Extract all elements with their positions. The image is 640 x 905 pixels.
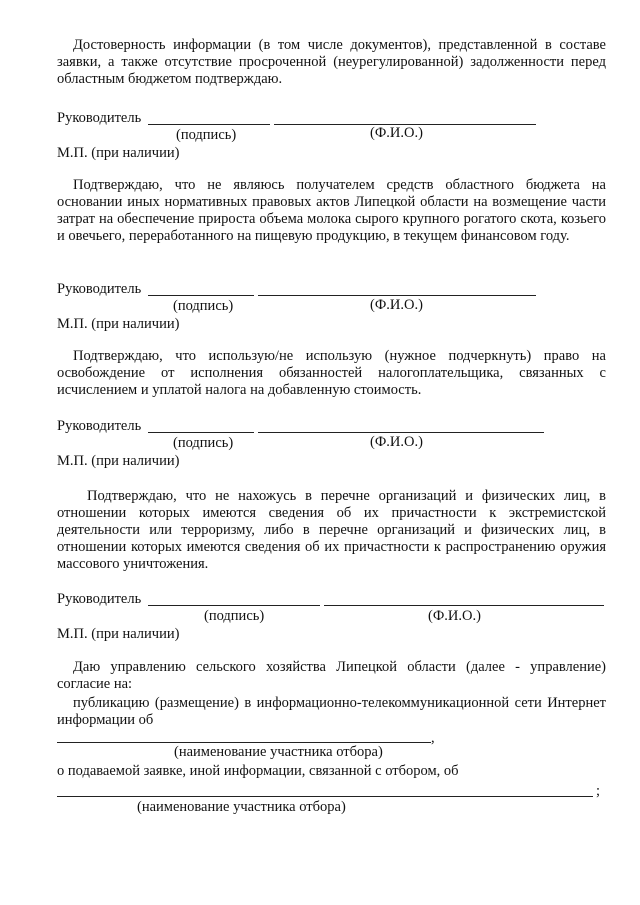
stamp-label: М.П. (при наличии) — [57, 316, 180, 332]
head-label: Руководитель — [57, 418, 142, 434]
signature-caption: (подпись) — [204, 608, 265, 624]
fio-line[interactable] — [258, 295, 536, 296]
head-label: Руководитель — [57, 281, 142, 297]
participant-caption: (наименование участника отбора) — [174, 744, 383, 760]
consent-publication: публикацию (размещение) в информационно-телекоммуникационной сети Интернет информации об — [57, 695, 606, 728]
fio-caption: (Ф.И.О.) — [370, 125, 423, 141]
signature-caption: (подпись) — [173, 435, 234, 451]
stamp-label: М.П. (при наличии) — [57, 626, 180, 642]
signature-caption: (подпись) — [176, 127, 237, 143]
paragraph-extremism: Подтверждаю, что не нахожусь в перечне организаций и физических лиц, в отношении которых имеются сведения об их причастности к экстремистской деятельности или терроризму, либо в перечне организаций и физических лиц, в отношении которых имеются сведения об их причастности к распространению оружия массового уничтожения. — [57, 488, 606, 572]
fio-line[interactable] — [324, 605, 604, 606]
participant-name-line-2[interactable] — [57, 796, 593, 797]
paragraph-not-recipient: Подтверждаю, что не являюсь получателем средств областного бюджета на основании иных нормативных правовых актов Липецкой области на возмещение части затрат на обеспечение прироста объема молока сырого крупного рогатого скота, козьего и овечьего, переработанного на пищевую продукцию, в текущем финансовом году. — [57, 177, 606, 244]
signature-line[interactable] — [148, 605, 320, 606]
consent-intro: Даю управлению сельского хозяйства Липецкой области (далее - управление) согласие на: — [57, 659, 606, 692]
stamp-label: М.П. (при наличии) — [57, 453, 180, 469]
fio-caption: (Ф.И.О.) — [370, 434, 423, 450]
comma: , — [431, 730, 435, 746]
signature-line[interactable] — [148, 124, 270, 125]
signature-caption: (подпись) — [173, 298, 234, 314]
consent-application-info: о подаваемой заявке, иной информации, связанной с отбором, об — [57, 763, 459, 779]
paragraph-vat: Подтверждаю, что использую/не использую (нужное подчеркнуть) право на освобождение от исполнения обязанностей налогоплательщика, связанных с исчислением и уплатой налога на добавленную стоимость. — [57, 348, 606, 398]
semicolon: ; — [596, 783, 601, 799]
stamp-label: М.П. (при наличии) — [57, 145, 180, 161]
fio-caption: (Ф.И.О.) — [428, 608, 481, 624]
signature-line[interactable] — [148, 432, 254, 433]
fio-line[interactable] — [258, 432, 544, 433]
head-label: Руководитель — [57, 591, 142, 607]
head-label: Руководитель — [57, 110, 142, 126]
fio-caption: (Ф.И.О.) — [370, 297, 423, 313]
signature-line[interactable] — [148, 295, 254, 296]
paragraph-reliability: Достоверность информации (в том числе документов), представленной в составе заявки, а также отсутствие просроченной (неурегулированной) задолженности перед областным бюджетом подтверждаю. — [57, 37, 606, 87]
participant-name-line[interactable] — [57, 742, 431, 743]
participant-caption-2: (наименование участника отбора) — [137, 799, 346, 815]
